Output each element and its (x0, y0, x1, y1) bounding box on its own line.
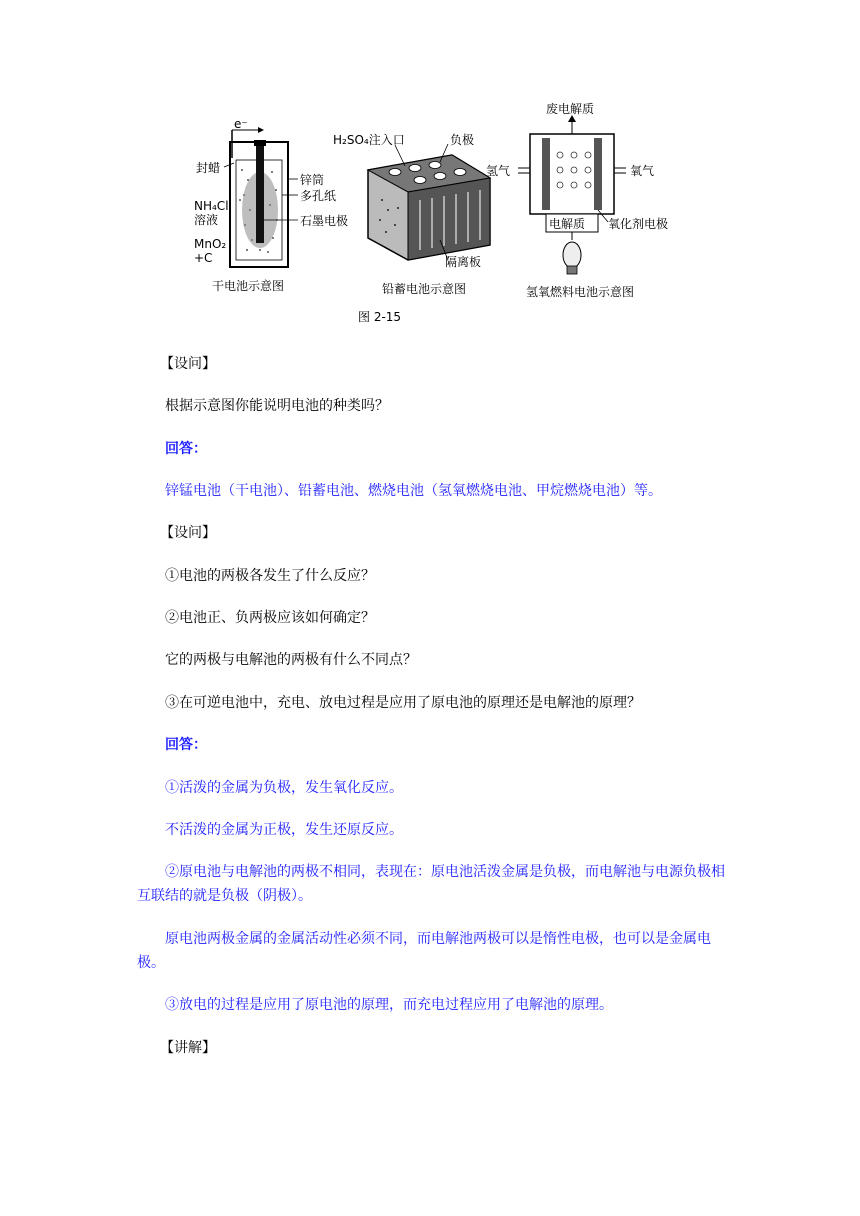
porous-paper-label: 多孔纸 (300, 189, 337, 203)
question-2-line-4: ③在可逆电池中，充电、放电过程是应用了原电池的原理还是电解池的原理？ (165, 695, 641, 711)
zinc-can-label: 锌筒 (300, 173, 325, 187)
battery-figure (190, 100, 669, 330)
mno2-label: MnO₂ (194, 237, 227, 251)
sealing-wax-label: 封蜡 (196, 161, 221, 175)
dry-cell-caption: 干电池示意图 (212, 279, 285, 293)
negative-pole-label: 负极 (450, 133, 475, 147)
fuel-cell-caption: 氢氧燃料电池示意图 (526, 285, 635, 299)
question-1-text: 根据示意图你能说明电池的种类吗？ (165, 398, 389, 414)
separator-label: 隔离板 (445, 255, 482, 269)
oxidant-electrode-label: 氧化剂电极 (608, 217, 669, 231)
answer-tag-1: 回答： (165, 441, 207, 457)
answer-2-line-5: ③放电的过程是应用了原电池的原理，而充电过程应用了电解池的原理。 (165, 997, 613, 1013)
question-2-line-3: 它的两极与电解池的两极有什么不同点？ (165, 652, 417, 668)
electron-label: e⁻ (234, 117, 248, 131)
explanation-tag: 【讲解】 (160, 1040, 216, 1056)
lead-battery-caption: 铅蓄电池示意图 (382, 282, 467, 296)
hydrogen-label: 氢气 (486, 164, 511, 178)
carbon-label: +C (194, 251, 213, 265)
dry-cell-diagram (194, 117, 348, 293)
answer-2-line-3: ②原电池与电解池的两极不相同，表现在：原电池活泼金属是负极，而电解池与电源负极相互联结的就是负极（阴极）。 (137, 864, 725, 904)
question-2-line-2: ②电池正、负两极应该如何确定？ (165, 610, 375, 626)
fuel-cell-diagram (486, 101, 668, 299)
waste-electrolyte-label: 废电解质 (546, 102, 595, 116)
answer-2-line-2: 不活泼的金属为正极，发生还原反应。 (165, 822, 403, 838)
lead-battery-diagram (333, 132, 490, 296)
question-tag-2: 【设问】 (160, 525, 216, 541)
electrolyte-label: 电解质 (549, 217, 586, 231)
figure-number: 图 2-15 (358, 310, 402, 324)
question-tag-1: 【设问】 (160, 356, 216, 372)
answer-1-text: 锌锰电池（干电池）、铅蓄电池、燃烧电池（氢氧燃烧电池、甲烷燃烧电池）等。 (165, 483, 662, 499)
graphite-electrode-label: 石墨电极 (300, 214, 349, 228)
h2so4-inlet-label: H₂SO₄注入口 (333, 133, 405, 147)
answer-tag-2: 回答： (165, 737, 207, 753)
question-2-line-1: ①电池的两极各发生了什么反应？ (165, 568, 375, 584)
answer-2-line-1: ①活泼的金属为负极，发生氧化反应。 (165, 780, 403, 796)
solution-label: 溶液 (194, 213, 219, 227)
answer-2-line-4: 原电池两极金属的金属活动性必须不同，而电解池两极可以是惰性电极，也可以是金属电极。 (137, 931, 711, 971)
nh4cl-label: NH₄Cl (194, 199, 229, 213)
oxygen-label: 氧气 (630, 164, 655, 178)
